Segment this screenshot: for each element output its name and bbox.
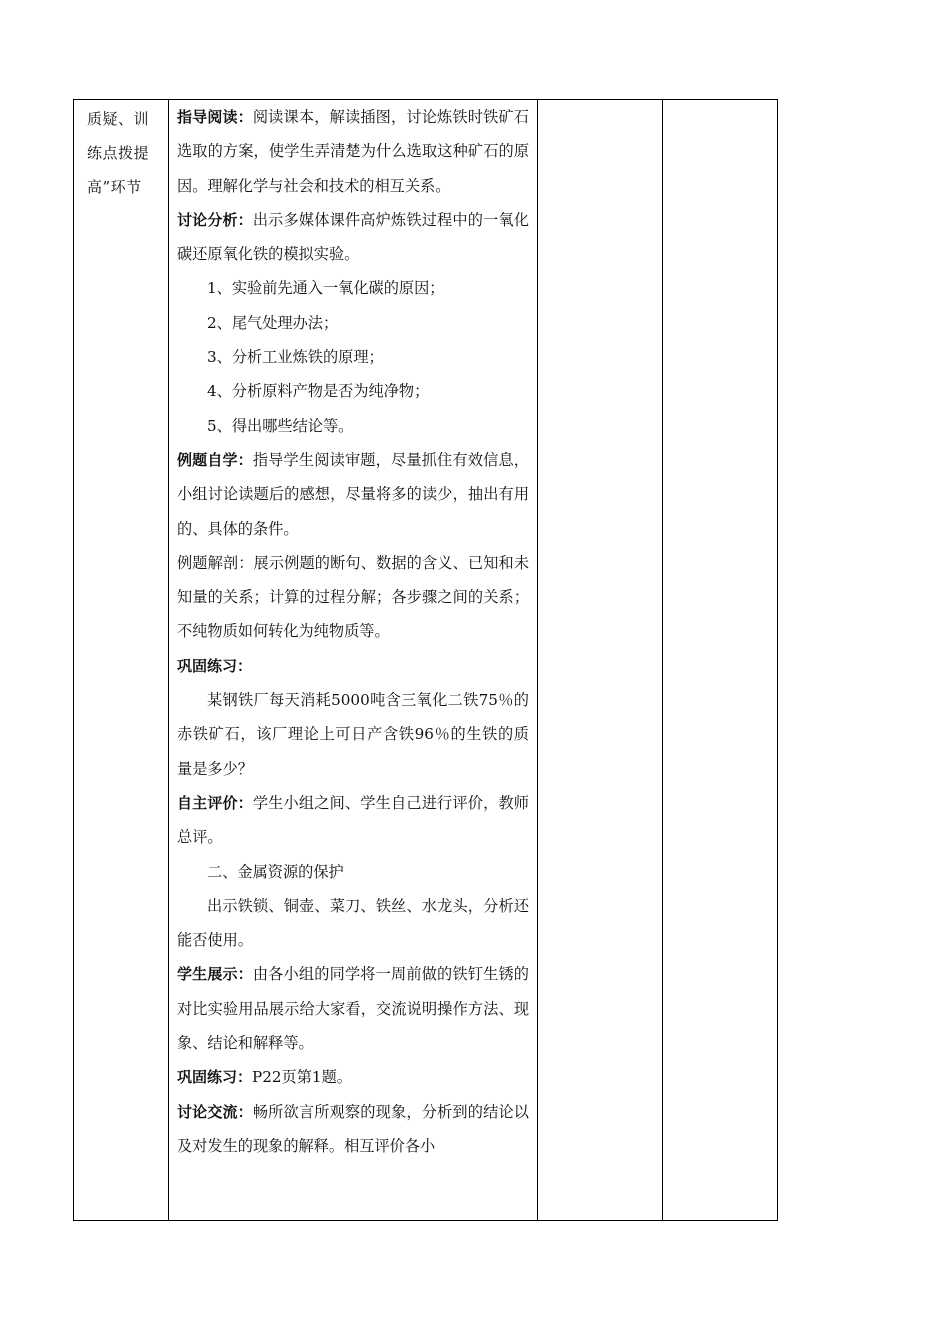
teaching-content — [168, 100, 537, 1163]
lesson-table — [73, 99, 778, 1221]
paragraph-self-evaluation: 自主评价：学生小组之间、学生自己进行评价，教师总评。 — [177, 793, 529, 847]
paragraph-discussion-analysis: 讨论分析：出示多媒体课件高炉炼铁过程中的一氧化碳还原氧化铁的模拟实验。 — [177, 210, 529, 264]
stage-label: 质疑、训练点拨提高”环节 — [87, 110, 150, 196]
paragraph-show-items: 出示铁锁、铜壶、菜刀、铁丝、水龙头，分析还能否使用。 — [177, 896, 529, 950]
paragraph-example-analysis: 例题解剖：展示例题的断句、数据的含义、已知和未知量的关系；计算的过程分解；各步骤之间的关系；不纯物质如何转化为纯物质等。 — [177, 553, 529, 641]
paragraph-example-self-study: 例题自学：指导学生阅读审题，尽量抓住有效信息，小组讨论读题后的感想，尽量将多的读少，抽出有用的、具体的条件。 — [177, 450, 529, 538]
paragraph-discussion-exchange: 讨论交流：畅所欲言所观察的现象，分析到的结论以及对发生的现象的解释。相互评价各小 — [177, 1102, 529, 1155]
paragraph-practice-2: 巩固练习：P22页第1题。 — [177, 1068, 352, 1087]
paragraph-section-heading: 二、金属资源的保护 — [207, 862, 344, 881]
stage-label-cell — [73, 100, 168, 1220]
empty-cell — [537, 100, 662, 1220]
teaching-content-cell — [168, 100, 537, 1220]
paragraph-guided-reading: 指导阅读：阅读课本，解读插图，讨论炼铁时铁矿石选取的方案，使学生弄清楚为什么选取这种矿石的原因。理解化学与社会和技术的相互关系。 — [177, 108, 529, 195]
list-item: 3、分析工业炼铁的原理； — [207, 348, 384, 367]
paragraph-practice-heading: 巩固练习： — [177, 656, 253, 675]
empty-cell — [662, 100, 778, 1220]
list-item: 1、实验前先通入一氧化碳的原因； — [207, 279, 445, 298]
list-item: 5、得出哪些结论等。 — [207, 416, 354, 435]
list-item: 4、分析原料产物是否为纯净物； — [207, 382, 430, 401]
paragraph-practice-problem: 某钢铁厂每天消耗5000吨含三氧化二铁75％的赤铁矿石，该厂理论上可日产含铁96％的生铁的质量是多少？ — [177, 691, 529, 778]
paragraph-student-display: 学生展示：由各小组的同学将一周前做的铁钉生锈的对比实验用品展示给大家看，交流说明操作方法、现象、结论和解释等。 — [177, 965, 529, 1053]
list-item: 2、尾气处理办法； — [207, 313, 339, 332]
